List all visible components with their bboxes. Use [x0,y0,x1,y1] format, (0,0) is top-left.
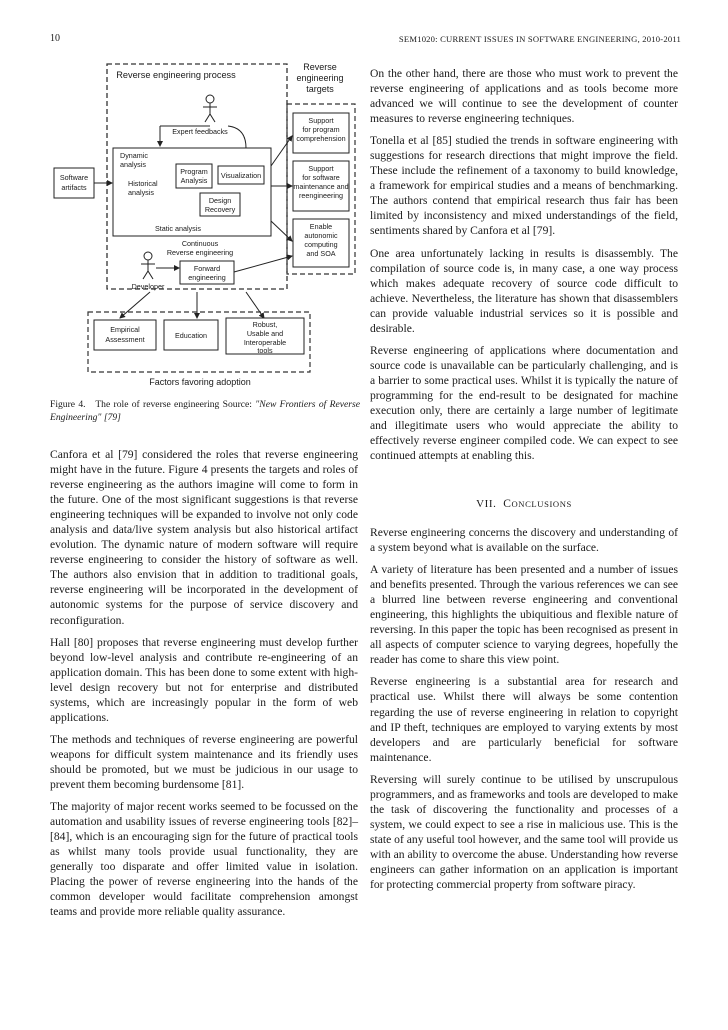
svg-text:Continuous: Continuous [181,239,219,248]
svg-text:Usable and: Usable and [246,329,284,338]
paragraph: Tonella et al [85] studied the trends in software engineering with suggestions for research directions that might improve the field. These include the refinement of a taxonomy to build knowledge, a framework for empirical studies and a means of benchmarking. The authors contend that empirical research thus fair has been limited by inconsistency and mixed understandings of the field, sentiments shared by Canfora et al [79]. [370,134,678,238]
svg-text:Software: Software [59,173,89,182]
svg-text:for software: for software [302,173,340,182]
svg-text:Historical: Historical [128,179,158,188]
paragraph: The methods and techniques of reverse engineering are powerful weapons for difficult system maintenance and its friendly uses should be promoted, but we must be judicious in our usage to prevent them becoming burdensome [81]. [50,732,358,791]
page-number: 10 [50,33,60,44]
svg-text:Program: Program [180,167,208,176]
svg-text:Reverse engineering: Reverse engineering [166,248,234,257]
svg-text:Design: Design [208,196,232,205]
svg-text:Support: Support [308,164,334,173]
section-title-rest: ONCLUSIONS [511,499,572,509]
paragraph: One area unfortunately lacking in results is disassembly. The compilation of source code is, in many case, a one way process which makes adequate recovery of source code difficult to achieve. Nevertheless, the literature has shown that disassemblers can provide valuable industrial services so it is possible and desirable. [370,246,678,335]
section-heading-conclusions [370,498,678,510]
svg-text:reengineering: reengineering [299,191,343,200]
svg-text:Analysis: Analysis [180,176,208,185]
svg-text:autonomic: autonomic [304,231,338,240]
section-title-first: C [503,498,512,510]
targets-title-line1: Reverse [303,62,337,72]
svg-text:analysis: analysis [128,188,154,197]
svg-text:Empirical: Empirical [110,325,140,334]
caption-label: Figure 4. [50,399,86,410]
svg-text:and SOA: and SOA [306,249,336,258]
svg-text:Support: Support [308,116,334,125]
paragraph: On the other hand, there are those who must work to prevent the reverse engineering of applications and as tools become more advanced we will continue to see the development of counter measures to reverse engineering techniques. [370,67,678,126]
figure-reverse-engineering-diagram [50,56,360,391]
factors-title: Factors favoring adoption [149,377,251,387]
svg-text:Forward: Forward [193,264,221,273]
svg-text:Assessment: Assessment [105,335,145,344]
caption-source: "New Frontiers of Reverse Engineering" [79] [50,399,360,423]
paragraph: Reverse engineering concerns the discovery and understanding of a system beyond what is available on the surface. [370,526,678,555]
svg-text:Education: Education [175,331,207,340]
caption-text: The role of reverse engineering Source: [95,399,256,410]
targets-title-line3: targets [306,84,334,94]
developer-label: Developer [131,282,165,291]
svg-text:Interoperable: Interoperable [243,338,287,347]
paragraph: Reverse engineering is a substantial area for research and practical use. Whilst there will always be some contention regarding the use of reverse engineering in relation to copyright and IP theft, techniques are employed to varying extents by most developers and are particularly beneficial for software maintenance. [370,675,678,764]
expert-feedbacks-label: Expert feedbacks [172,127,228,136]
developer-figure-icon [141,252,155,279]
expert-figure-icon [203,95,217,122]
paragraph: Reversing will surely continue to be utilised by unscrupulous programmers, and as frameworks and tools are developed to make the task of discovering the functionality and processes of a system, we could expect to see a rise in malicious use. This is the state of any useful tool however, and the same tool will provide us with an ability to overcome the abuse. Understanding how reverse engineers can gather information on an application is important for protecting commercial property from software piracy. [370,772,678,892]
paragraph: Canfora et al [79] considered the roles that reverse engineering might have in the future. Figure 4 presents the targets and roles of reverse engineering as the authors imagine will come to form in the future. One of the most significant suggestions is that reverse engineering techniques will be expanded to involve not only code analysis and data/live system analysis but also historical artifact evolution. The dynamic nature of modern software will require reverse engineering to consider the history of software as well. The authors also envision that in addition to traditional goals, reverse engineering will be incorporated in the development of autonomic systems for the purpose of service discovery and reconfiguration. [50,448,358,627]
svg-text:analysis: analysis [120,160,146,169]
svg-text:Robust,: Robust, [252,320,278,329]
svg-text:Enable: Enable [309,222,333,231]
paragraph: Reverse engineering of applications where documentation and source code is unavailable can be particularly challenging, and is a barrier to some practical uses. Whilst it is typically the nature of programming for the end-result to be designated for machine execution only, there are certainly a large number of legitimate and illegitimate users who would appreciate the ability to effectively reverse engineer compiled code. We can expect to see continued attempts at enabling this. [370,343,678,463]
process-title: Reverse engineering process [116,70,236,80]
paragraph: The majority of major recent works seemed to be focussed on the automation and usability issues of reverse engineering tools [82]–[84], which is an encouraging sign for the future of practical tools as whilst many tools provide usual functionality, they are generally too disparate and offer limited value in isolation. Placing the power of reverse engineering into the hands of the common developer would facilitate comprehension amongst teams and provide more reliable quality assurance. [50,800,358,919]
paragraph: A variety of literature has been presented and a number of issues and benefits presented. Through the various references we can see a blurred line between reverse engineering and conventional engineering, this highlights the ubiquitious and flexible nature of reversing. In this paper the topic has been recognised as present in all aspects of computer science to varying degrees, hopefully the reader has come to share this view point. [370,563,678,667]
svg-text:for program: for program [302,125,340,134]
figure-caption [50,398,360,424]
paragraph: Hall [80] proposes that reverse engineering must develop further beyond low-level analysis and contribute re-engineering of an application domain. This has been done to some extent with high-level design recovery but not for enterprise and distributed systems, which are increasingly popular in the form of web applications. [50,635,358,724]
svg-text:engineering: engineering [188,273,226,282]
svg-text:Recovery: Recovery [204,205,236,214]
svg-text:Dynamic: Dynamic [120,151,148,160]
running-head: SEM1020: CURRENT ISSUES IN SOFTWARE ENGINEERING, 2010-2011 [398,34,681,44]
svg-text:comprehension: comprehension [296,134,346,143]
svg-text:maintenance and: maintenance and [293,182,349,191]
svg-text:Visualization: Visualization [220,171,262,180]
svg-text:tools: tools [257,346,273,355]
targets-title-line2: engineering [296,73,344,83]
section-number: VII. [476,498,497,510]
static-analysis-label: Static analysis [155,224,201,233]
svg-text:artifacts: artifacts [61,183,87,192]
svg-text:computing: computing [304,240,338,249]
